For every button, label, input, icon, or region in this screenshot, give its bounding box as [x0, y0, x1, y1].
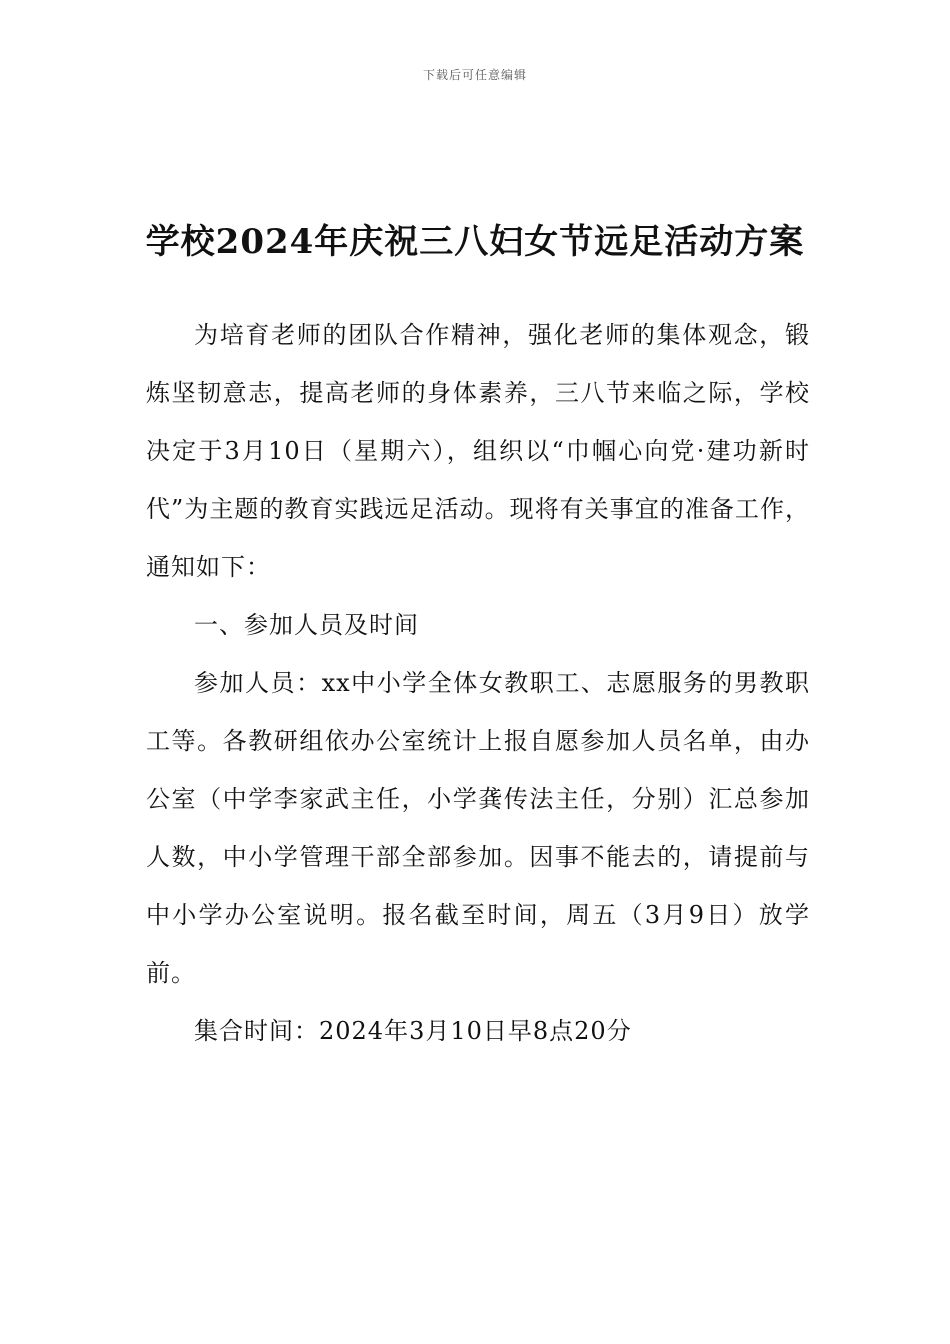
document-body — [146, 306, 810, 1060]
section-heading-participants: 一、参加人员及时间 — [194, 611, 419, 639]
gathering-time-paragraph: 集合时间：2024年3月10日早8点20分 — [194, 1017, 632, 1045]
document-title: 学校2024年庆祝三八妇女节远足活动方案 — [145, 222, 805, 262]
intro-paragraph: 为培育老师的团队合作精神，强化老师的集体观念，锻炼坚韧意志，提高老师的身体素养，三八节来临之际，学校决定于3月10日（星期六），组织以“巾帼心向党·建功新时代”为主题的教育实践远足活动。现将有关事宜的准备工作，通知如下： — [146, 321, 810, 581]
header-note: 下载后可任意编辑 — [422, 68, 527, 82]
participants-paragraph: 参加人员：xx中小学全体女教职工、志愿服务的男教职工等。各教研组依办公室统计上报自愿参加人员名单，由办公室（中学李家武主任，小学龚传法主任，分别）汇总参加人数，中小学管理干部全部参加。因事不能去的，请提前与中小学办公室说明。报名截至时间，周五（3月9日）放学前。 — [146, 669, 810, 987]
